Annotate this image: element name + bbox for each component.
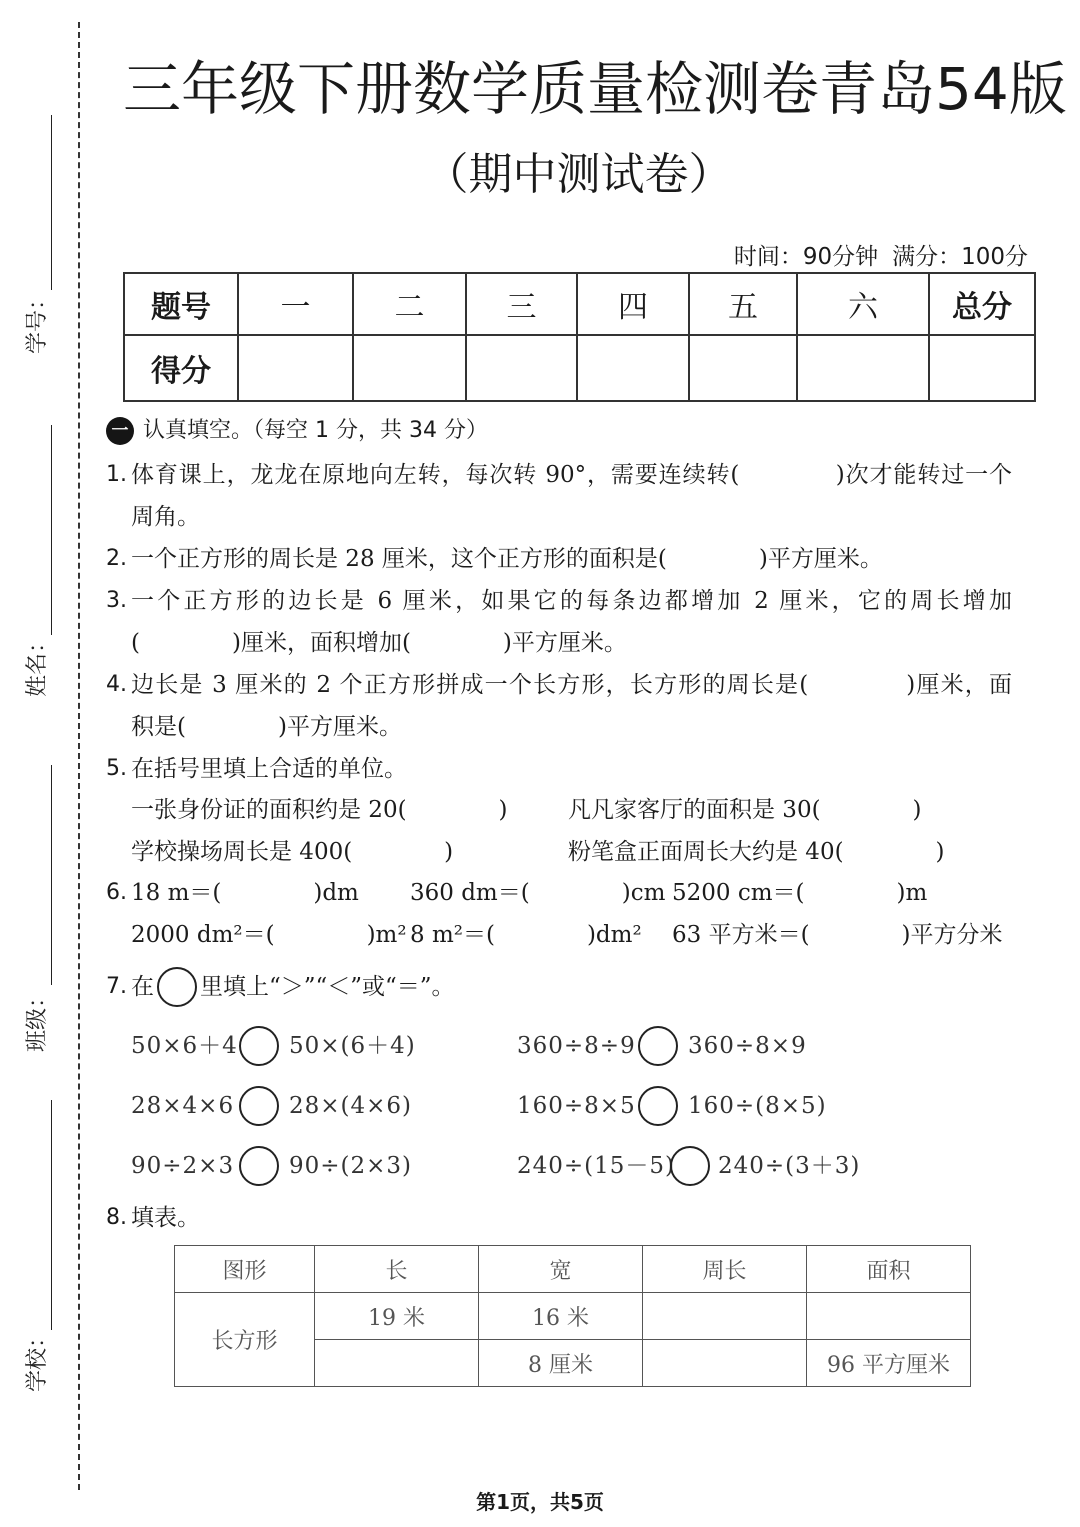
name-underline: [51, 425, 52, 635]
comparison-6-circle: [670, 1146, 710, 1186]
question-3-line-1: 一个正方形的边长是 6 厘米，如果它的每条边都增加 2 厘米，它的周长增加: [131, 588, 1012, 614]
student-id-underline: [51, 115, 52, 290]
exam-time: 时间：90分钟: [733, 244, 879, 270]
fill-table-row2-length: [315, 1340, 479, 1387]
exam-full-score: 满分：100分: [892, 244, 1028, 270]
question-6-item-6: 63 平方米＝( )平方分米: [672, 922, 1003, 948]
comparison-2-right: 360÷8×9: [688, 1033, 807, 1059]
score-header-6: 六: [797, 273, 929, 335]
question-4-line-2: 积是( )平方厘米。: [131, 714, 402, 740]
score-header-2: 二: [353, 273, 466, 335]
fill-table-header-shape: 图形: [175, 1246, 315, 1293]
school-underline: [51, 1100, 52, 1330]
fill-table-header-length: 长: [315, 1246, 479, 1293]
score-cell-4: [577, 335, 689, 401]
question-5-number: 5.: [106, 756, 127, 781]
fill-table-header-width: 宽: [479, 1246, 643, 1293]
score-cell-1: [238, 335, 353, 401]
comparison-3-left: 28×4×6: [131, 1093, 235, 1119]
fill-table-row1-perimeter: [643, 1293, 807, 1340]
comparison-2-left: 360÷8÷9: [517, 1033, 636, 1059]
fill-table: [174, 1245, 971, 1387]
page-subtitle: （期中测试卷）: [424, 149, 733, 200]
comparison-3-circle: [239, 1086, 279, 1126]
comparison-2-circle: [638, 1026, 678, 1066]
fill-table-row1-area: [807, 1293, 971, 1340]
question-6-item-5: 8 m²＝( )dm²: [410, 922, 642, 948]
question-8-line-1: 填表。: [131, 1205, 200, 1231]
fill-table-row2-width: 8 厘米: [479, 1340, 643, 1387]
question-5-item-4: 粉笔盒正面周长大约是 40( ): [568, 839, 945, 865]
question-6-item-2: 360 dm＝( )cm: [410, 880, 666, 906]
fill-table-header-perimeter: 周长: [643, 1246, 807, 1293]
question-6-item-4: 2000 dm²＝( )m²: [131, 922, 407, 948]
score-cell-2: [353, 335, 466, 401]
comparison-1-left: 50×6＋4: [131, 1033, 238, 1059]
comparison-5-left: 90÷2×3: [131, 1153, 235, 1179]
fill-table-row1-length: 19 米: [315, 1293, 479, 1340]
class-underline: [51, 765, 52, 985]
fill-table-shape: 长方形: [175, 1293, 315, 1387]
comparison-1-right: 50×(6＋4): [289, 1033, 416, 1059]
score-cell-total: [929, 335, 1035, 401]
page-title: 三年级下册数学质量检测卷青岛54版: [123, 55, 1067, 123]
question-5-item-2: 凡凡家客厅的面积是 30( ): [568, 797, 922, 823]
school-label: 学校：: [25, 1325, 50, 1392]
question-5-line-1: 在括号里填上合适的单位。: [131, 756, 407, 782]
question-4-line-1: 边长是 3 厘米的 2 个正方形拼成一个长方形，长方形的周长是( )厘米，面: [131, 672, 1012, 698]
question-7-prefix: 在: [131, 974, 154, 1000]
comparison-4-left: 160÷8×5: [517, 1093, 636, 1119]
section-badge: 一: [106, 417, 134, 445]
student-id-label: 学号：: [25, 287, 50, 354]
page-number: 第1页，共5页: [476, 1490, 604, 1514]
exam-meta: [734, 243, 1028, 271]
comparison-6-right: 240÷(3＋3): [718, 1153, 861, 1179]
question-3-line-2: ( )厘米，面积增加( )平方厘米。: [131, 630, 627, 656]
fill-table-row2-perimeter: [643, 1340, 807, 1387]
score-cell-3: [466, 335, 577, 401]
fill-table-header-area: 面积: [807, 1246, 971, 1293]
comparison-5-right: 90÷(2×3): [289, 1153, 413, 1179]
comparison-6-left: 240÷(15－5): [517, 1153, 676, 1179]
binding-dashed-line: [78, 22, 80, 1490]
score-cell-6: [797, 335, 929, 401]
question-3-number: 3.: [106, 588, 127, 613]
name-label: 姓名：: [25, 630, 50, 697]
score-cell-5: [689, 335, 797, 401]
fill-table-row2-area: 96 平方厘米: [807, 1340, 971, 1387]
comparison-3-right: 28×(4×6): [289, 1093, 413, 1119]
question-6-item-3: 5200 cm＝( )m: [672, 880, 928, 906]
question-5-item-3: 学校操场周长是 400( ): [131, 839, 454, 865]
question-7-number: 7.: [106, 974, 127, 999]
question-5-item-1: 一张身份证的面积约是 20( ): [131, 797, 508, 823]
question-1-line-1: 体育课上，龙龙在原地向左转，每次转 90°，需要连续转( )次才能转过一个: [131, 462, 1012, 488]
question-7-circle-icon: [157, 967, 197, 1007]
question-8-number: 8.: [106, 1205, 127, 1230]
score-row-label: 得分: [124, 335, 238, 401]
fill-table-row1-width: 16 米: [479, 1293, 643, 1340]
class-label: 班级：: [25, 985, 50, 1052]
comparison-5-circle: [239, 1146, 279, 1186]
question-6-number: 6.: [106, 880, 127, 905]
score-header-total: 总分: [929, 273, 1035, 335]
comparison-4-circle: [638, 1086, 678, 1126]
question-4-number: 4.: [106, 672, 127, 697]
question-2-number: 2.: [106, 546, 127, 571]
question-1-number: 1.: [106, 462, 127, 487]
question-2-line-1: 一个正方形的周长是 28 厘米，这个正方形的面积是( )平方厘米。: [131, 546, 883, 572]
section-title: 认真填空。（每空 1 分，共 34 分）: [143, 418, 488, 443]
score-header-1: 一: [238, 273, 353, 335]
score-header-5: 五: [689, 273, 797, 335]
question-1-line-2: 周角。: [131, 504, 200, 530]
comparison-4-right: 160÷(8×5): [688, 1093, 827, 1119]
score-header-4: 四: [577, 273, 689, 335]
score-table: [123, 272, 1036, 402]
comparison-1-circle: [239, 1026, 279, 1066]
score-header-3: 三: [466, 273, 577, 335]
question-7-suffix: 里填上“＞”“＜”或“＝”。: [200, 974, 455, 1000]
score-row-header: 题号: [124, 273, 238, 335]
question-6-item-1: 18 m＝( )dm: [131, 880, 359, 906]
